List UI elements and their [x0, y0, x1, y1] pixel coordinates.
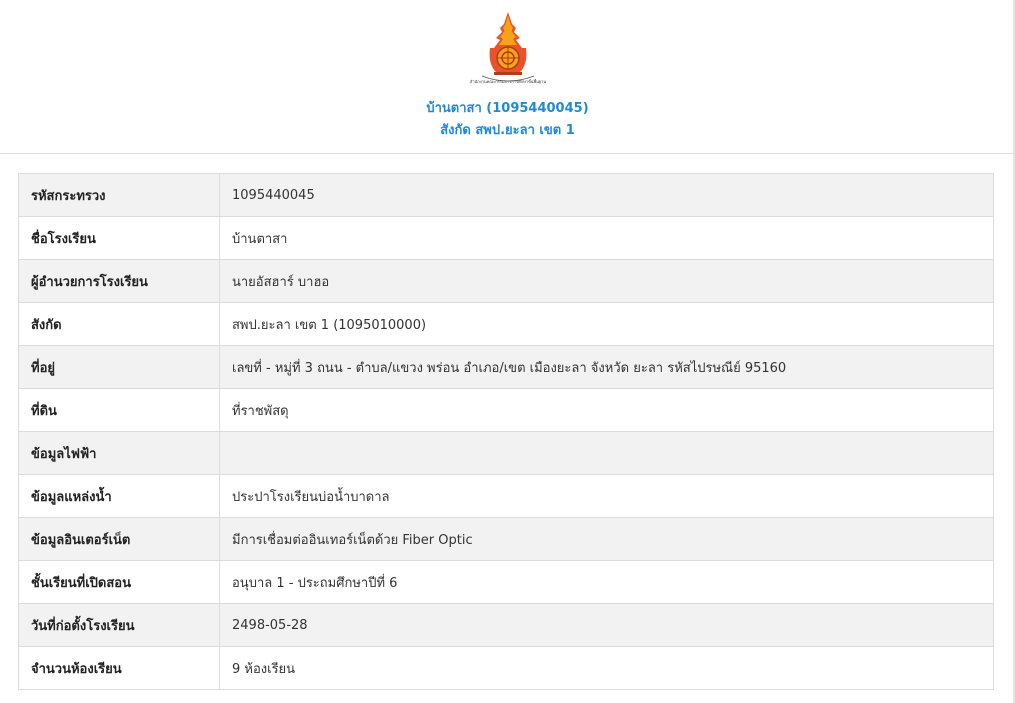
row-label: ที่อยู่ [19, 346, 220, 389]
school-title: บ้านตาสา (1095440045) [426, 101, 589, 116]
row-value: ที่ราชพัสดุ [220, 389, 994, 432]
obec-emblem-icon [469, 10, 546, 86]
row-label: สังกัด [19, 303, 220, 346]
table-row [19, 561, 994, 604]
table-row [19, 432, 994, 475]
table-row [19, 475, 994, 518]
table-row [19, 647, 994, 690]
row-value: บ้านตาสา [220, 217, 994, 260]
table-row [19, 174, 994, 217]
row-value: มีการเชื่อมต่ออินเทอร์เน็ตด้วย Fiber Optic [220, 518, 994, 561]
table-row [19, 389, 994, 432]
table-row [19, 217, 994, 260]
row-value [220, 432, 994, 475]
logo-caption: สำนักงานคณะกรรมการการศึกษาขั้นพื้นฐาน [469, 79, 546, 84]
row-value: 1095440045 [220, 174, 994, 217]
row-label: ชื่อโรงเรียน [19, 217, 220, 260]
row-value: อนุบาล 1 - ประถมศึกษาปีที่ 6 [220, 561, 994, 604]
table-row [19, 518, 994, 561]
row-label: ที่ดิน [19, 389, 220, 432]
table-row [19, 260, 994, 303]
table-row [19, 346, 994, 389]
table-row [19, 303, 994, 346]
school-info-table [18, 173, 994, 690]
row-value: สพป.ยะลา เขต 1 (1095010000) [220, 303, 994, 346]
row-label: ข้อมูลอินเตอร์เน็ต [19, 518, 220, 561]
row-label: จำนวนห้องเรียน [19, 647, 220, 690]
row-label: ชั้นเรียนที่เปิดสอน [19, 561, 220, 604]
row-value: 9 ห้องเรียน [220, 647, 994, 690]
row-value: ประปาโรงเรียนบ่อน้ำบาดาล [220, 475, 994, 518]
row-value: นายอัสฮาร์ บาฮอ [220, 260, 994, 303]
row-label: ผู้อำนวยการโรงเรียน [19, 260, 220, 303]
row-label: วันที่ก่อตั้งโรงเรียน [19, 604, 220, 647]
row-value: เลขที่ - หมู่ที่ 3 ถนน - ตำบล/แขวง พร่อน อำเภอ/เขต เมืองยะลา จังหวัด ยะลา รหัสไปรษณีย์ 95160 [220, 346, 994, 389]
school-info-section [18, 173, 994, 690]
page-header [0, 0, 1015, 154]
row-label: ข้อมูลไฟฟ้า [19, 432, 220, 475]
row-label: รหัสกระทรวง [19, 174, 220, 217]
table-row [19, 604, 994, 647]
row-value: 2498-05-28 [220, 604, 994, 647]
row-label: ข้อมูลแหล่งน้ำ [19, 475, 220, 518]
affiliation-title: สังกัด สพป.ยะลา เขต 1 [440, 123, 575, 138]
